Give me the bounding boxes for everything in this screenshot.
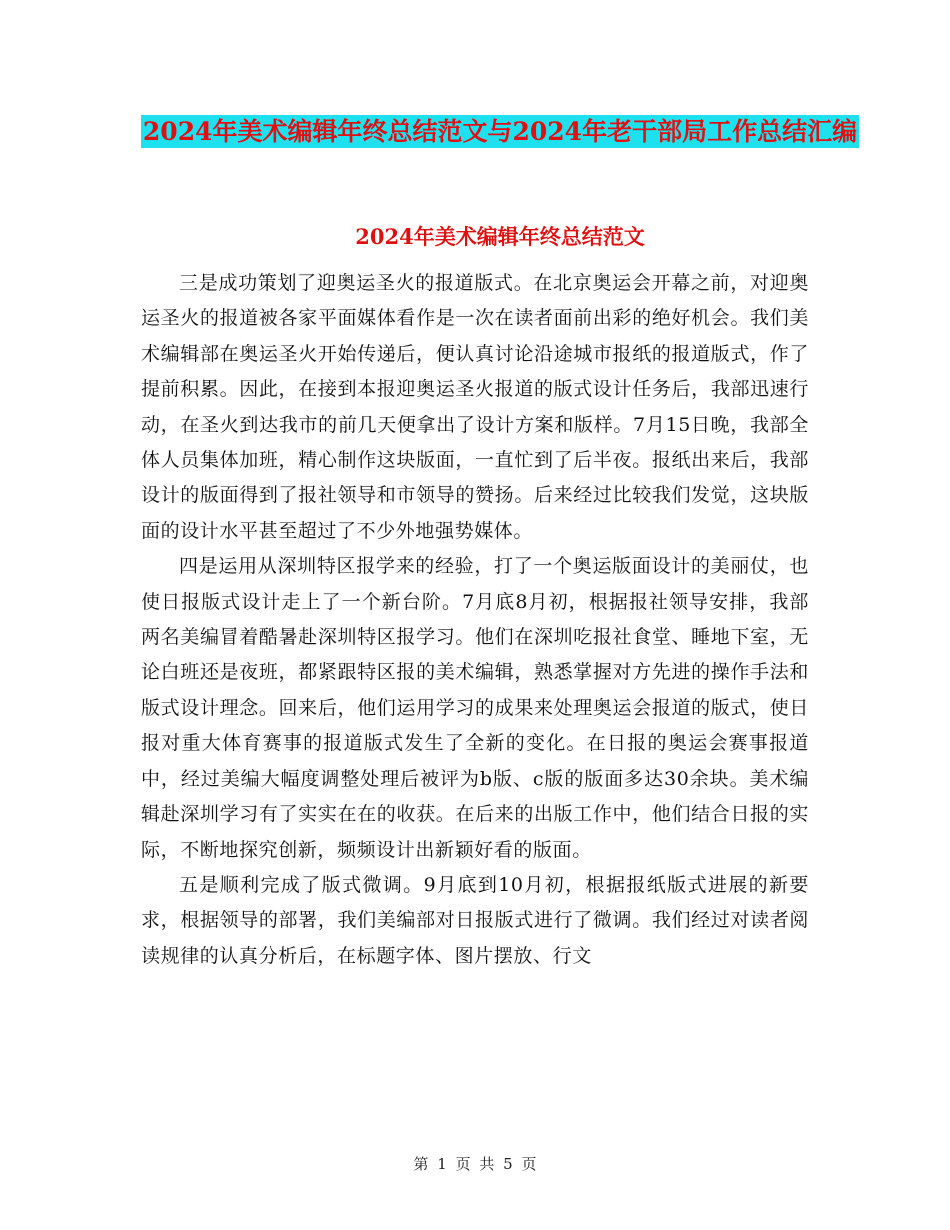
paragraph: 四是运用从深圳特区报学来的经验，打了一个奥运版面设计的美丽仗，也使日报版式设计走上了一个新台阶。7月底8月初，根据报社领导安排，我部两名美编冒着酷暑赴深圳特区报学习。他们在深圳吃报社食堂、睡地下室，无论白班还是夜班，都紧跟特区报的美术编辑，熟悉掌握对方先进的操作手法和版式设计理念。回来后，他们运用学习的成果来处理奥运会报道的版式，使日报对重大体育赛事的报道版式发生了全新的变化。在日报的奥运会赛事报道中，经过美编大幅度调整处理后被评为b版、c版的版面多达30余块。美术编辑赴深圳学习有了实实在在的收获。在后来的出版工作中，他们结合日报的实际，不断地探究创新，频频设计出新颖好看的版面。 — [141, 555, 809, 861]
page-number: 第 1 页 共 5 页 — [413, 1155, 537, 1173]
paragraph: 五是顺利完成了版式微调。9月底到10月初，根据报纸版式进展的新要求，根据领导的部署，我们美编部对日报版式进行了微调。我们经过对读者阅读规律的认真分析后，在标题字体、图片摆放、行文 — [141, 873, 809, 967]
paragraph: 三是成功策划了迎奥运圣火的报道版式。在北京奥运会开幕之前，对迎奥运圣火的报道被各家平面媒体看作是一次在读者面前出彩的绝好机会。我们美术编辑部在奥运圣火开始传递后，便认真讨论沿途城市报纸的报道版式，作了提前积累。因此，在接到本报迎奥运圣火报道的版式设计任务后，我部迅速行动，在圣火到达我市的前几天便拿出了设计方案和版样。7月15日晚，我部全体人员集体加班，精心制作这块版面，一直忙到了后半夜。报纸出来后，我部设计的版面得到了报社领导和市领导的赞扬。后来经过比较我们发觉，这块版面的设计水平甚至超过了不少外地强势媒体。 — [141, 272, 809, 542]
document-title — [140, 106, 860, 158]
document-title-highlight: 2024年美术编辑年终总结范文与2024年老干部局工作总结汇编 — [142, 117, 858, 146]
section-title: 2024年美术编辑年终总结范文 — [355, 224, 645, 249]
document-body — [141, 266, 809, 974]
